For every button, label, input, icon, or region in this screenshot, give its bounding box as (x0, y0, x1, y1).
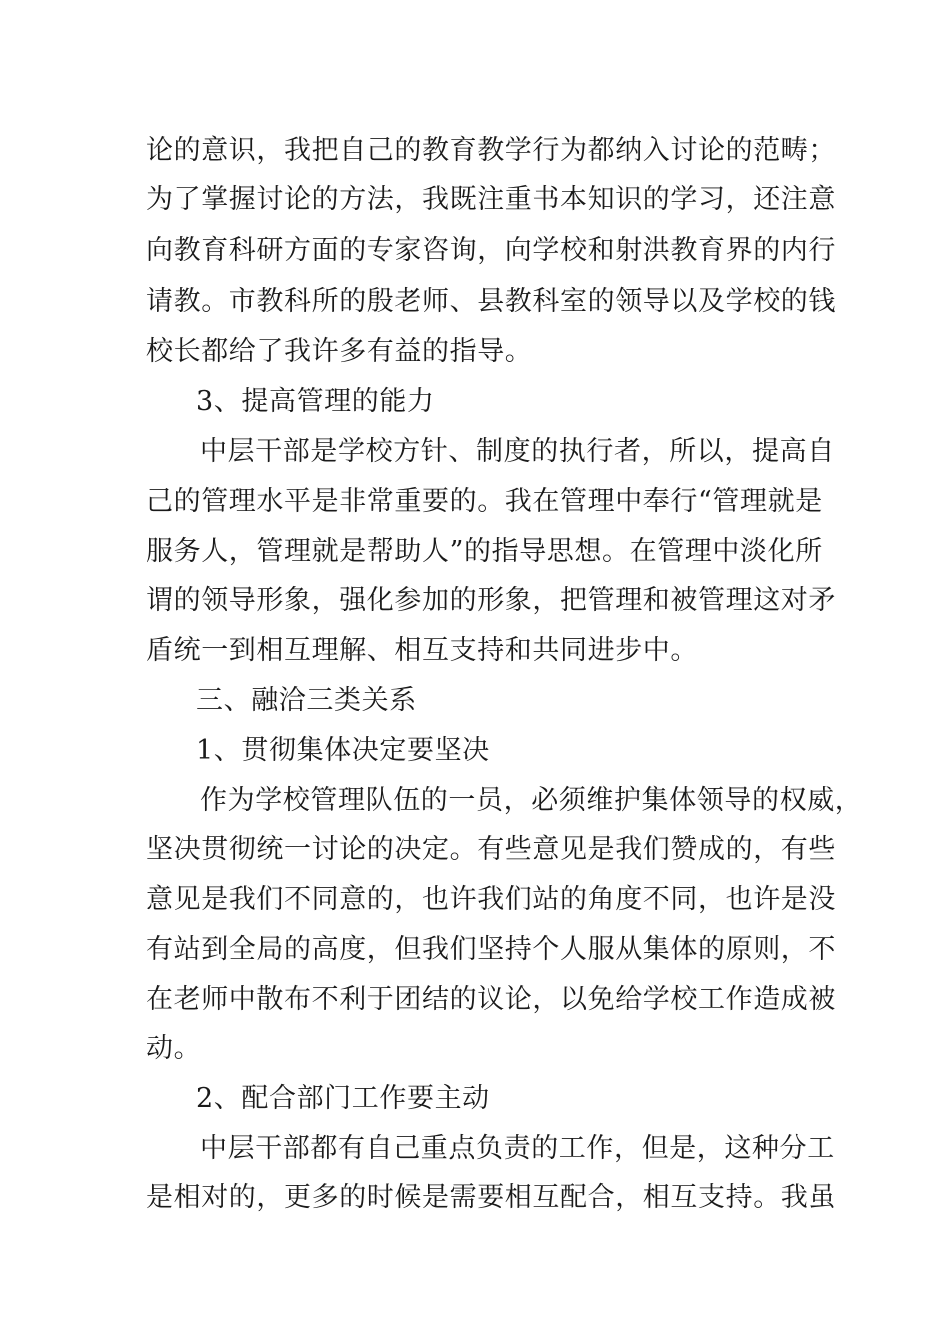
body-text-line: 动。 (146, 1033, 202, 1064)
body-text-line: 请教。市教科所的殷老师、县教科室的领导以及学校的钱 (146, 286, 836, 317)
body-text-line: 谓的领导形象，强化参加的形象，把管理和被管理这对矛 (146, 585, 836, 616)
section-heading: 三、融洽三类关系 (196, 685, 417, 716)
body-text-line: 论的意识，我把自己的教育教学行为都纳入讨论的范畴； (146, 135, 836, 166)
body-text-line: 为了掌握讨论的方法，我既注重书本知识的学习，还注意 (146, 184, 836, 215)
body-text-line: 服务人，管理就是帮助人”的指导思想。在管理中淡化所 (146, 536, 823, 567)
body-text-line: 有站到全局的高度，但我们坚持个人服从集体的原则，不 (146, 934, 836, 965)
body-text-line: 是相对的，更多的时候是需要相互配合，相互支持。我虽 (146, 1182, 836, 1213)
subheading: 3、提高管理的能力 (196, 386, 435, 417)
subheading: 2、配合部门工作要主动 (196, 1083, 490, 1114)
body-text-line: 坚决贯彻统一讨论的决定。有些意见是我们赞成的，有些 (146, 834, 836, 865)
paragraph-first-line: 作为学校管理队伍的一员，必须维护集体领导的权威， (200, 785, 863, 816)
paragraph-first-line: 中层干部是学校方针、制度的执行者，所以，提高自 (200, 436, 835, 467)
body-text-line: 己的管理水平是非常重要的。我在管理中奉行“管理就是 (146, 486, 823, 517)
body-text-line: 意见是我们不同意的，也许我们站的角度不同，也许是没 (146, 884, 836, 915)
subheading: 1、贯彻集体决定要坚决 (196, 735, 490, 766)
paragraph-first-line: 中层干部都有自己重点负责的工作，但是，这种分工 (200, 1133, 835, 1164)
body-text-line: 向教育科研方面的专家咨询，向学校和射洪教育界的内行 (146, 235, 836, 266)
body-text-line: 盾统一到相互理解、相互支持和共同进步中。 (146, 635, 698, 666)
body-text-line: 在老师中散布不利于团结的议论，以免给学校工作造成被 (146, 984, 836, 1015)
body-text-line: 校长都给了我许多有益的指导。 (146, 336, 533, 367)
